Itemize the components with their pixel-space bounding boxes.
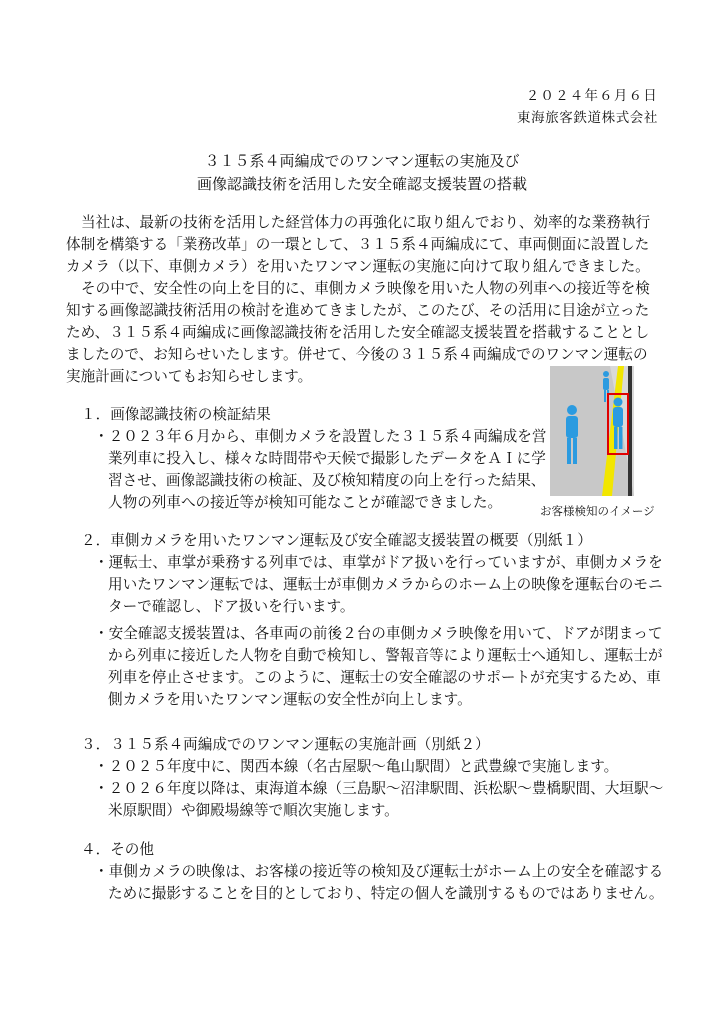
section-heading: １．画像認識技術の検証結果 — [81, 406, 271, 423]
section-1-line: 人物の列車への接近等が検知可能なことが確認できました。 — [108, 494, 503, 511]
section-1-line: ・２０２３年６月から、車側カメラを設置した３１５系４両編成を営 — [94, 428, 547, 445]
section-2-line: 用いたワンマン運転では、運転士が車側カメラからのホーム上の映像を運転台のモニ — [108, 576, 663, 593]
section-1-line: 習させ、画像認識技術の検証、及び検知精度の向上を行った結果、 — [108, 472, 546, 489]
section-heading: ２．車側カメラを用いたワンマン運転及び安全確認支援装置の概要（別紙１） — [81, 532, 592, 549]
section-3-line: 米原駅間）や御殿場線等で順次実施します。 — [108, 802, 399, 819]
section-2-line: 側カメラを用いたワンマン運転の安全性が向上します。 — [108, 691, 472, 708]
section-heading: ３．３１５系４両編成でのワンマン運転の実施計画（別紙２） — [81, 736, 490, 753]
figure-caption: お客様検知のイメージ — [540, 504, 655, 518]
section-4-line: ・車側カメラの映像は、お客様の接近等の検知及び運転士がホーム上の安全を確認する — [94, 863, 664, 880]
section-2-line: から列車に接近した人物を自動で検知し、警報音等により運転士へ通知し、運転士が — [108, 647, 663, 664]
intro-line: 知する画像認識技術活用の検討を進めてきましたが、このたび、その活用に目途が立った — [66, 302, 650, 319]
section-3-line: ・２０２５年度中に、関西本線（名古屋駅～亀山駅間）と武豊線で実施します。 — [94, 758, 619, 775]
intro-line: その中で、安全性の向上を目的に、車側カメラ映像を用いた人物の列車への接近等を検 — [81, 280, 650, 297]
intro-line: カメラ（以下、車側カメラ）を用いたワンマン運転の実施に向けて取り組んできました。 — [66, 258, 650, 275]
section-1-line: 業列車に投入し、様々な時間帯や天候で撮影したデータをＡＩに学 — [108, 450, 546, 467]
document-title-line-2: 画像認識技術を活用した安全確認支援装置の搭載 — [196, 175, 527, 193]
document-date: ２０２４年６月６日 — [525, 88, 658, 104]
passenger-detection-image — [550, 366, 634, 496]
section-4-line: ために撮影することを目的としており、特定の個人を識別するものではありません。 — [108, 885, 664, 902]
section-heading: ４．その他 — [81, 841, 154, 858]
section-2-line: ・運転士、車掌が乗務する列車では、車掌がドア扱いを行っていますが、車側カメラを — [94, 554, 663, 571]
section-2-line: ターで確認し、ドア扱いを行います。 — [108, 598, 355, 615]
intro-line: 当社は、最新の技術を活用した経営体力の再強化に取り組んでおり、効率的な業務執行 — [81, 214, 651, 231]
section-3-line: ・２０２６年度以降は、東海道本線（三島駅～沼津駅間、浜松駅～豊橋駅間、大垣駅～ — [94, 780, 664, 797]
intro-line: ましたので、お知らせいたします。併せて、今後の３１５系４両編成でのワンマン運転の — [66, 346, 648, 363]
document-title-line-1: ３１５系４両編成でのワンマン運転の実施及び — [204, 152, 520, 170]
company-name: 東海旅客鉄道株式会社 — [517, 110, 658, 126]
section-2-line: 列車を停止させます。このように、運転士の安全確認のサポートが充実するため、車 — [108, 669, 661, 686]
intro-line: 体制を構築する「業務改革」の一環として、３１５系４両編成にて、車両側面に設置した — [66, 236, 650, 253]
intro-line: 実施計画についてもお知らせします。 — [66, 368, 313, 385]
section-2-line: ・安全確認支援装置は、各車両の前後２台の車側カメラ映像を用いて、ドアが閉まって — [94, 625, 663, 642]
intro-line: ため、３１５系４両編成に画像認識技術を活用した安全確認支援装置を搭載することとし — [66, 324, 650, 341]
